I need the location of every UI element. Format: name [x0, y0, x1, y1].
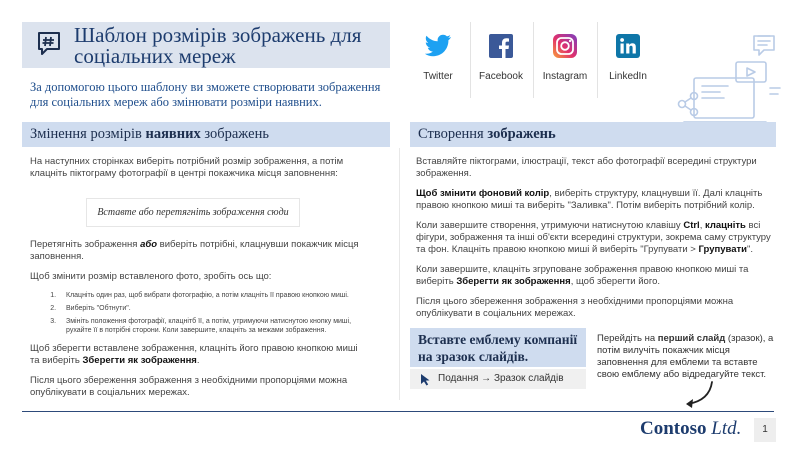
paragraph: На наступних сторінках виберіть потрібний розмір зображення, а потім клацніть піктограму фотографії в центрі покажчика місця заповнення: [30, 156, 344, 179]
paragraph: Щоб змінити фоновий колір, виберіть структуру, клацнувши її. Далі клацніть правою кнопкою миші та виберіть "Заливка". Потім виберіть потрібний колір. [416, 188, 763, 211]
paragraph: Після цього збереження зображення з необхідними пропорціями можна опублікувати в соціальних мережах. [416, 296, 734, 319]
paragraph: Після цього збереження зображення з необхідними пропорціями можна опублікувати в соціальних мережах. [30, 375, 348, 398]
social-facebook [471, 24, 531, 96]
menu-path-text [438, 369, 564, 389]
column-divider [399, 148, 400, 400]
page-subtitle: За допомогою цього шаблону ви зможете створювати зображення для соціальних мереж або змінювати розміри наявних. [30, 80, 381, 109]
list-item: 2. Виберіть "Обтнути". [58, 304, 360, 313]
laptop-share-illustration-icon [672, 32, 784, 136]
paragraph: Перетягніть зображення або виберіть потрібні, клацнувши покажчик місця заповнення. [30, 239, 359, 262]
menu-slide-master: Зразок слайдів [493, 373, 564, 384]
resize-instructions [30, 239, 360, 407]
social-instagram [535, 24, 595, 96]
steps-list [30, 291, 360, 335]
title-banner [22, 22, 390, 68]
list-item: 3. Змініть положення фотографії, клацнітб її, а потім, утримуючи натиснутою кнопку миші, рухайте її в потрібні сторони. Коли завершите, клацніть за межами зображення. [58, 317, 360, 335]
create-instructions [416, 156, 776, 328]
logo-note: Перейдіть на перший слайд (зразок), а потім вилучіть покажчик місця заповнення для емблеми та вставте свою емблему або відредагуйте текст. [597, 333, 774, 380]
header-text: Створення [418, 126, 488, 142]
list-item: 1. Клацніть один раз, щоб вибрати фотографію, а потім клацніть її правою кнопкою миші. [58, 291, 360, 300]
social-linkedin [598, 24, 658, 96]
image-placeholder-sample: Вставте або перетягніть зображення сюди [86, 198, 300, 227]
section-header-resize [22, 122, 390, 147]
section-header-create [410, 122, 776, 147]
header-text-bold: наявних [145, 126, 201, 142]
menu-path [410, 369, 586, 389]
social-label: Facebook [479, 71, 523, 82]
paragraph: Вставляйте піктограми, ілюстрації, текст або фотографії всередині структури зображення. [416, 156, 757, 179]
header-text: зображень [200, 126, 269, 142]
instagram-icon [553, 34, 577, 58]
linkedin-icon [616, 34, 640, 58]
paragraph: Коли завершите створення, утримуючи натиснутою клавішу Ctrl, клацніть всі фігури, зображення та інші об'єкти всередині структури, зокрема саму структуру та фон. Клацніть правою кнопкою миші й виберіть "Групувати > Групувати". [416, 220, 771, 255]
social-label: LinkedIn [609, 71, 647, 82]
social-label: Instagram [542, 71, 588, 82]
header-text: Змінення розмірів [30, 126, 146, 142]
paragraph: Щоб змінити розмір вставленого фото, зробіть ось що: [30, 271, 272, 282]
arrow-right-icon: → [481, 373, 492, 384]
social-label: Twitter [423, 71, 453, 82]
paragraph: Коли завершите, клацніть згруповане зображення правою кнопкою миші та виберіть Зберегти як зображення, щоб зберегти його. [416, 264, 749, 287]
resize-instructions-top [30, 156, 360, 188]
paragraph: Щоб зберегти вставлене зображення, клацніть його правою кнопкою миші та виберіть Зберегти як зображення. [30, 343, 358, 366]
twitter-icon [424, 34, 452, 58]
cursor-icon [420, 373, 432, 386]
page-title: Шаблон розмірів зображень для соціальних мереж [74, 23, 362, 68]
header-text-bold: зображень [487, 126, 556, 142]
divider [533, 22, 534, 98]
menu-view: Подання [438, 373, 479, 384]
footer-rule [22, 411, 774, 412]
curved-arrow-icon [672, 380, 716, 414]
facebook-icon [489, 34, 513, 58]
page-number: 1 [754, 418, 776, 442]
hashtag-chat-icon [36, 30, 62, 56]
social-twitter [408, 24, 468, 96]
logo-instruction-box: Вставте емблему компанії на зразок слайдів. [410, 328, 586, 367]
company-logo: Contoso Ltd. [640, 418, 742, 439]
